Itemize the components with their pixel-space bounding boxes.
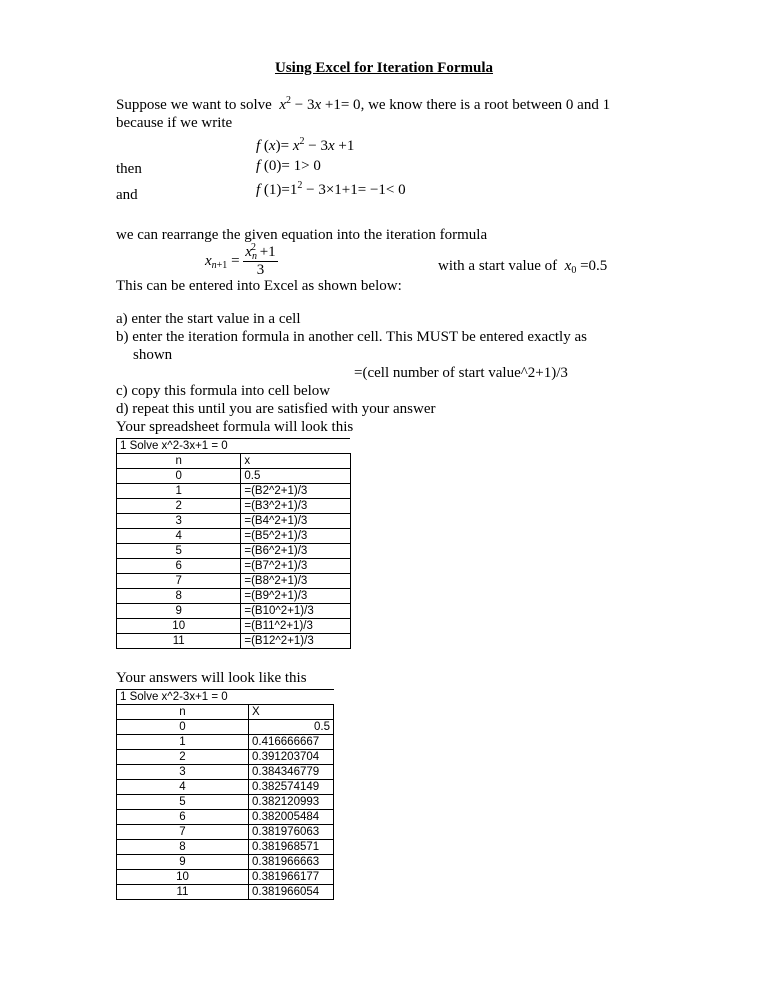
cell-n[interactable]: 4 xyxy=(117,529,241,544)
cell-x[interactable]: =(B2^2+1)/3 xyxy=(241,484,350,499)
cell-x[interactable]: =(B8^2+1)/3 xyxy=(241,574,350,589)
table-row xyxy=(117,529,351,544)
table-row xyxy=(117,810,334,825)
and-label: and xyxy=(116,187,138,203)
cell-x[interactable]: =(B6^2+1)/3 xyxy=(241,544,350,559)
cell-x[interactable]: 0.391203704 xyxy=(249,750,334,765)
cell-n[interactable]: 10 xyxy=(117,870,249,885)
step-b-formula: =(cell number of start value^2+1)/3 xyxy=(354,365,568,381)
cell-x[interactable]: =(B9^2+1)/3 xyxy=(241,589,350,604)
f-of-zero: f (0)= 1> 0 xyxy=(256,158,321,174)
cell-n[interactable]: 8 xyxy=(117,589,241,604)
cell-x[interactable]: 0.382120993 xyxy=(249,795,334,810)
step-c: c) copy this formula into cell below xyxy=(116,383,331,399)
cell-n[interactable]: 9 xyxy=(117,604,241,619)
cell-n[interactable]: 7 xyxy=(117,825,249,840)
header-x[interactable]: X xyxy=(249,705,334,720)
cell-n[interactable]: 5 xyxy=(117,544,241,559)
table-row xyxy=(117,484,351,499)
start-value-line: with a start value of $x_0 =0.5$ xyxy=(438,258,608,276)
answers-table xyxy=(116,689,334,900)
intro-text-pre: Suppose we want to solve xyxy=(116,97,272,113)
steps-list xyxy=(116,310,587,418)
cell-n[interactable]: 6 xyxy=(117,810,249,825)
answers-caption: Your answers will look like this xyxy=(116,670,307,686)
step-d: d) repeat this until you are satisfied with your answer xyxy=(116,401,436,417)
table-row xyxy=(117,705,334,720)
cell-x[interactable]: 0.384346779 xyxy=(249,765,334,780)
table-row xyxy=(117,559,351,574)
intro-text-post: , we know there is a root between 0 and 1 xyxy=(360,97,611,113)
cell-x[interactable]: =(B12^2+1)/3 xyxy=(241,634,350,649)
cell-n[interactable]: 5 xyxy=(117,795,249,810)
cell-x[interactable]: 0.5 xyxy=(249,720,334,735)
table-row xyxy=(117,870,334,885)
cell-x[interactable]: =(B5^2+1)/3 xyxy=(241,529,350,544)
cell-x[interactable]: 0.381968571 xyxy=(249,840,334,855)
table-row xyxy=(117,574,351,589)
sheet-title-cell[interactable]: 1 Solve x^2-3x+1 = 0 xyxy=(117,690,334,705)
step-b: b) enter the iteration formula in another cell. This MUST be entered exactly as xyxy=(116,329,587,345)
formula-caption: Your spreadsheet formula will look this xyxy=(116,419,354,435)
header-n[interactable]: n xyxy=(117,705,249,720)
sheet-title-cell[interactable]: 1 Solve x^2-3x+1 = 0 xyxy=(117,439,351,454)
cell-x[interactable]: =(B4^2+1)/3 xyxy=(241,514,350,529)
start-value: 0.5 xyxy=(588,258,608,274)
cell-x[interactable]: 0.416666667 xyxy=(249,735,334,750)
table-row xyxy=(117,544,351,559)
page-title: Using Excel for Iteration Formula xyxy=(274,60,494,76)
table-row xyxy=(117,720,334,735)
table-row xyxy=(117,825,334,840)
cell-n[interactable]: 3 xyxy=(117,765,249,780)
cell-n[interactable]: 9 xyxy=(117,855,249,870)
cell-n[interactable]: 2 xyxy=(117,750,249,765)
cell-x[interactable]: =(B7^2+1)/3 xyxy=(241,559,350,574)
f-of-one: f $(1)=1^2 - 3\times 1+1= -1< 0$ xyxy=(256,180,406,198)
table-row xyxy=(117,780,334,795)
step-a: a) enter the start value in a cell xyxy=(116,311,301,327)
cell-n[interactable]: 8 xyxy=(117,840,249,855)
table-row xyxy=(117,454,351,469)
table-row xyxy=(117,589,351,604)
function-definition: f $(x)= x^2 - 3x +1$ xyxy=(256,136,355,154)
intro-line-2: because if we write xyxy=(116,115,233,131)
header-x[interactable]: x xyxy=(241,454,350,469)
excel-intro-text: This can be entered into Excel as shown below: xyxy=(116,278,402,294)
cell-x[interactable]: =(B3^2+1)/3 xyxy=(241,499,350,514)
equation-main: $x^2 - 3x +1= 0$ xyxy=(275,95,361,113)
cell-x[interactable]: =(B10^2+1)/3 xyxy=(241,604,350,619)
table-row xyxy=(117,619,351,634)
cell-x[interactable]: 0.382574149 xyxy=(249,780,334,795)
table-row xyxy=(117,469,351,484)
iteration-formula: $x_{n+1}$ = $\frac{x_n^2 +1}{3}$ xyxy=(205,242,276,278)
cell-n[interactable]: 0 xyxy=(117,720,249,735)
cell-n[interactable]: 2 xyxy=(117,499,241,514)
step-b-cont: shown xyxy=(133,347,173,363)
table-row xyxy=(117,439,351,454)
cell-n[interactable]: 7 xyxy=(117,574,241,589)
cell-n[interactable]: 3 xyxy=(117,514,241,529)
table-row xyxy=(117,795,334,810)
table-row xyxy=(117,604,351,619)
cell-n[interactable]: 11 xyxy=(117,885,249,900)
table-row xyxy=(117,750,334,765)
table-row xyxy=(117,840,334,855)
table-row xyxy=(117,765,334,780)
table-row xyxy=(117,885,334,900)
table-row xyxy=(117,514,351,529)
cell-x[interactable]: 0.382005484 xyxy=(249,810,334,825)
cell-x[interactable]: 0.381966054 xyxy=(249,885,334,900)
table-row xyxy=(117,690,334,705)
table-row xyxy=(117,735,334,750)
cell-x[interactable]: 0.5 xyxy=(241,469,350,484)
formula-table xyxy=(116,438,351,649)
table-row xyxy=(117,499,351,514)
start-value-text: with a start value of xyxy=(438,258,558,274)
cell-x[interactable]: 0.381966663 xyxy=(249,855,334,870)
cell-x[interactable]: 0.381976063 xyxy=(249,825,334,840)
cell-n[interactable]: 10 xyxy=(117,619,241,634)
cell-n[interactable]: 0 xyxy=(117,469,241,484)
cell-n[interactable]: 11 xyxy=(117,634,241,649)
intro-line-1 xyxy=(116,96,610,114)
cell-x[interactable]: 0.381966177 xyxy=(249,870,334,885)
rearrange-text: we can rearrange the given equation into the iteration formula xyxy=(116,227,488,243)
cell-n[interactable]: 1 xyxy=(117,735,249,750)
then-label: then xyxy=(116,161,142,177)
cell-x[interactable]: =(B11^2+1)/3 xyxy=(241,619,350,634)
header-n[interactable]: n xyxy=(117,454,241,469)
table-row xyxy=(117,634,351,649)
cell-n[interactable]: 1 xyxy=(117,484,241,499)
cell-n[interactable]: 4 xyxy=(117,780,249,795)
cell-n[interactable]: 6 xyxy=(117,559,241,574)
table-row xyxy=(117,855,334,870)
